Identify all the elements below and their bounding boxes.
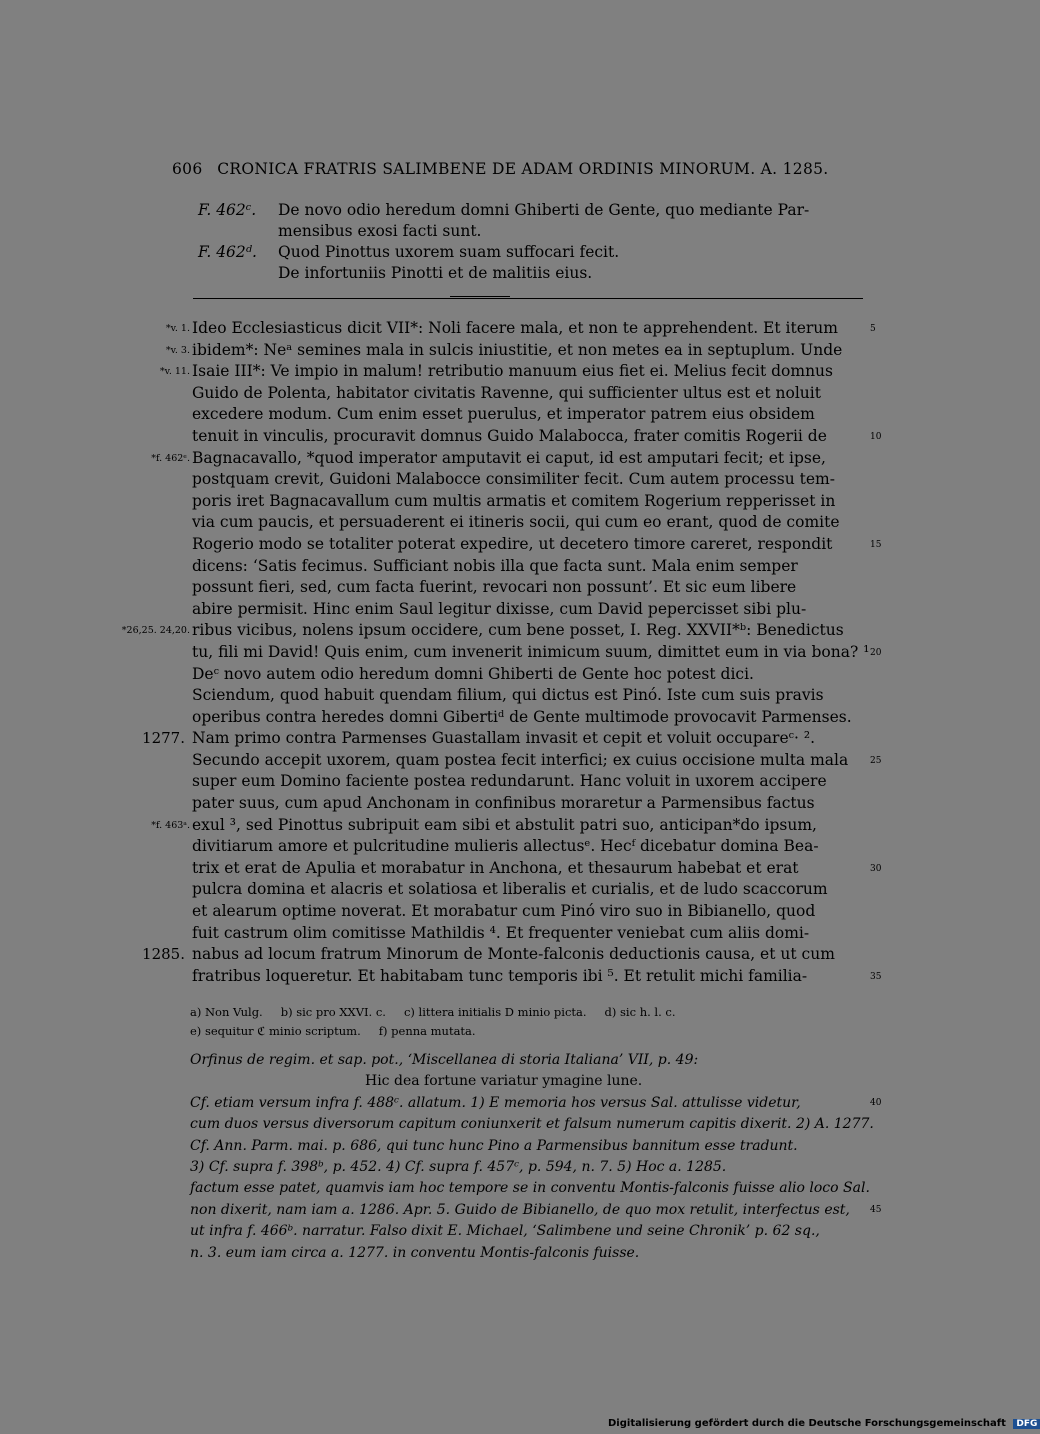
margin-reference: *f. 463ᵃ. — [151, 819, 190, 831]
line-number: 15 — [870, 540, 882, 550]
footnote-line: Hic dea fortune variatur ymagine lune. — [365, 1073, 643, 1090]
folio-ref: F. 462ᵈ. — [198, 243, 257, 261]
dfg-logo: DFG — [1013, 1419, 1040, 1429]
footer-credit — [608, 1418, 1040, 1429]
footnote-line: n. 3. eum iam circa a. 1277. in conventu Montis-falconis fuisse. — [190, 1244, 640, 1261]
margin-year: 1285. — [142, 945, 185, 964]
text-line: poris iret Bagnacavallum cum multis armatis et comitem Rogerium repperisset in — [192, 491, 836, 510]
text-line: operibus contra heredes domni Gibertiᵈ de Gente multimode provocavit Parmenses. — [192, 707, 852, 726]
text-line: exul ³, sed Pinottus subripuit eam sibi et abstulit patri suo, anticipan*do ipsum, — [192, 815, 817, 834]
text-line: Isaie III*: Ve impio in malum! retributio manuum eius fiet ei. Melius fecit domnus — [192, 362, 833, 381]
text-line: tenuit in vinculis, procuravit domnus Guido Malabocca, frater comitis Rogerii de — [192, 426, 827, 445]
text-line: fratribus loqueretur. Et habitabam tunc temporis ibi ⁵. Et retulit michi familia- — [192, 966, 808, 985]
line-number: 5 — [870, 324, 876, 334]
text-line: fuit castrum olim comitisse Mathildis ⁴. Et frequenter veniebat cum aliis domi- — [192, 923, 810, 942]
text-line: Ideo Ecclesiasticus dicit VII*: Noli facere mala, et non te apprehendent. Et iterum — [192, 319, 838, 337]
text-line: abire permisit. Hinc enim Saul legitur dixisse, cum David pepercisset sibi plu- — [192, 599, 807, 618]
summary-entry — [198, 242, 868, 284]
footnote-line: non dixerit, nam iam a. 1286. Apr. 5. Guido de Bibianello, de quo mox retulit, interfectus est, — [190, 1201, 850, 1218]
footnote-line: Cf. etiam versum infra f. 488ᶜ. allatum. 1) E memoria hos versus Sal. attulisse videtur, — [190, 1094, 801, 1111]
footnote-line: ut infra f. 466ᵇ. narratur. Falso dixit E. Michael, ‘Salimbene und seine Chronik’ p. 62 sq., — [190, 1223, 820, 1240]
text-line: pulcra domina et alacris et solatiosa et liberalis et curialis, et de ludo scaccorum — [192, 880, 828, 899]
apparatus-note: a) Non Vulg. — [190, 1005, 263, 1019]
margin-reference: *26,25. 24,20. — [121, 625, 190, 637]
margin-reference: *v. 11. — [159, 366, 190, 378]
text-line: Guido de Polenta, habitator civitatis Ravenne, qui sufficienter ultus est et noluit — [192, 383, 821, 402]
text-line: trix et erat de Apulia et morabatur in Anchona, et thesaurum habebat et erat — [192, 858, 799, 877]
text-line: ibidem*: Neᵃ semines mala in sulcis iniustitie, et non metes ea in septuplum. Unde — [192, 340, 843, 359]
text-line: via cum paucis, et persuaderent ei itineris socii, qui cum eo erant, quod de comite — [192, 513, 840, 532]
text-line: nabus ad locum fratrum Minorum de Monte-falconis deductionis causa, et ut cum — [192, 945, 835, 964]
text-line: Nam primo contra Parmenses Guastallam invasit et cepit et voluit occupareᶜ· ². — [192, 729, 816, 748]
apparatus-note: b) sic pro XXVI. c. — [280, 1005, 386, 1019]
line-number: 20 — [870, 648, 882, 658]
line-number: 30 — [870, 864, 882, 874]
text-line: Secundo accepit uxorem, quam postea fecit interfici; ex cuius occisione multa mala — [192, 750, 849, 769]
summary-line: Quod Pinottus uxorem suam suffocari fecit. — [278, 243, 620, 261]
text-line: Bagnacavallo, *quod imperator amputavit ei caput, id est amputari fecit; et ipse, — [192, 448, 826, 467]
footnote-line: Orfinus de regim. et sap. pot., ‘Miscellanea di storia Italiana’ VII, p. 49: — [190, 1052, 699, 1068]
summary-line: mensibus exosi facti sunt. — [278, 222, 482, 240]
text-line: Sciendum, quod habuit quendam filium, qui dictus est Pinó. Iste cum suis pravis — [192, 686, 824, 705]
footnote-line: Cf. Ann. Parm. mai. p. 686, qui tunc hunc Pino a Parmensibus bannitum esse tradunt. — [190, 1137, 798, 1154]
line-number: 45 — [870, 1204, 882, 1215]
line-number: 25 — [870, 756, 882, 766]
divider-ornament — [450, 296, 510, 297]
text-line: ribus vicibus, nolens ipsum occidere, cum bene posset, I. Reg. XXVII*ᵇ: Benedictus — [192, 621, 844, 640]
apparatus-note: f) penna mutata. — [378, 1024, 476, 1038]
margin-year: 1277. — [142, 729, 185, 748]
running-title: CRONICA FRATRIS SALIMBENE DE ADAM ORDINIS MINORUM. — [217, 160, 756, 178]
text-line: Rogerio modo se totaliter poterat expedire, ut decetero timore careret, respondit — [192, 534, 833, 553]
text-line: pater suus, cum apud Anchonam in confinibus moraretur a Parmensibus factus — [192, 794, 815, 813]
summary-line: De novo odio heredum domni Ghiberti de Gente, quo mediante Par- — [278, 201, 810, 219]
margin-reference: *v. 3. — [165, 344, 190, 356]
footnote-line: 3) Cf. supra f. 398ᵇ, p. 452. 4) Cf. supra f. 457ᶜ, p. 594, n. 7. 5) Hoc a. 1285. — [190, 1159, 727, 1176]
text-line: postquam crevit, Guidoni Malabocce consimiliter fecit. Cum autem processu tem- — [192, 470, 835, 489]
line-number: 35 — [870, 972, 882, 982]
summary-line: De infortuniis Pinotti et de malitiis eius. — [278, 264, 593, 282]
text-line: excedere modum. Cum enim esset puerulus, et imperator patrem eius obsidem — [192, 405, 815, 424]
line-number: 40 — [870, 1097, 882, 1108]
header-year: A. 1285. — [760, 160, 829, 178]
apparatus-note: e) sequitur ℭ minio scriptum. — [190, 1024, 361, 1038]
summary-entry — [198, 200, 868, 242]
text-line: divitiarum amore et pulcritudine mulieris allectusᵉ. Hecᶠ dicebatur domina Bea- — [192, 837, 819, 856]
text-line: tu, fili mi David! Quis enim, cum invenerit inimicum suum, dimittet eum in via bona? ¹ — [192, 642, 870, 661]
text-line: possunt fieri, sed, cum facta fuerint, revocari non possunt’. Et sic eum libere — [192, 578, 797, 597]
apparatus-note: c) littera initialis D minio picta. — [403, 1005, 587, 1019]
footer-text: Digitalisierung gefördert durch die Deutsche Forschungsgemeinschaft — [608, 1418, 1006, 1429]
footnote-line: factum esse patet, quamvis iam hoc tempore se in conventu Montis-falconis fuisse alio loco Sal. — [190, 1180, 870, 1197]
margin-reference: *v. 1. — [165, 323, 190, 334]
line-number: 10 — [870, 432, 882, 442]
text-line: super eum Domino faciente postea redundarunt. Hanc voluit in uxorem accipere — [192, 772, 827, 791]
running-header — [172, 160, 862, 178]
margin-reference: *f. 462ᵉ. — [151, 452, 190, 464]
page-number: 606 — [172, 160, 203, 178]
divider-rule — [193, 298, 863, 299]
text-line: dicens: ‘Satis fecimus. Sufficiant nobis illa que facta sunt. Mala enim semper — [192, 556, 798, 575]
text-line: et alearum optime noverat. Et morabatur cum Pinó viro suo in Bibianello, quod — [192, 902, 816, 921]
main-text — [192, 318, 870, 987]
footnotes — [190, 1050, 874, 1264]
chapter-summary — [198, 200, 868, 284]
text-line: Deᶜ novo autem odio heredum domni Ghiberti de Gente hoc potest dici. — [192, 664, 754, 683]
textual-apparatus — [190, 1003, 880, 1041]
footnote-line: cum duos versus diversorum capitum coniunxerit et falsum numerum capitis dixerit. 2) A. 1277. — [190, 1116, 874, 1133]
folio-ref: F. 462ᶜ. — [198, 201, 257, 219]
apparatus-note: d) sic h. l. c. — [604, 1005, 676, 1019]
